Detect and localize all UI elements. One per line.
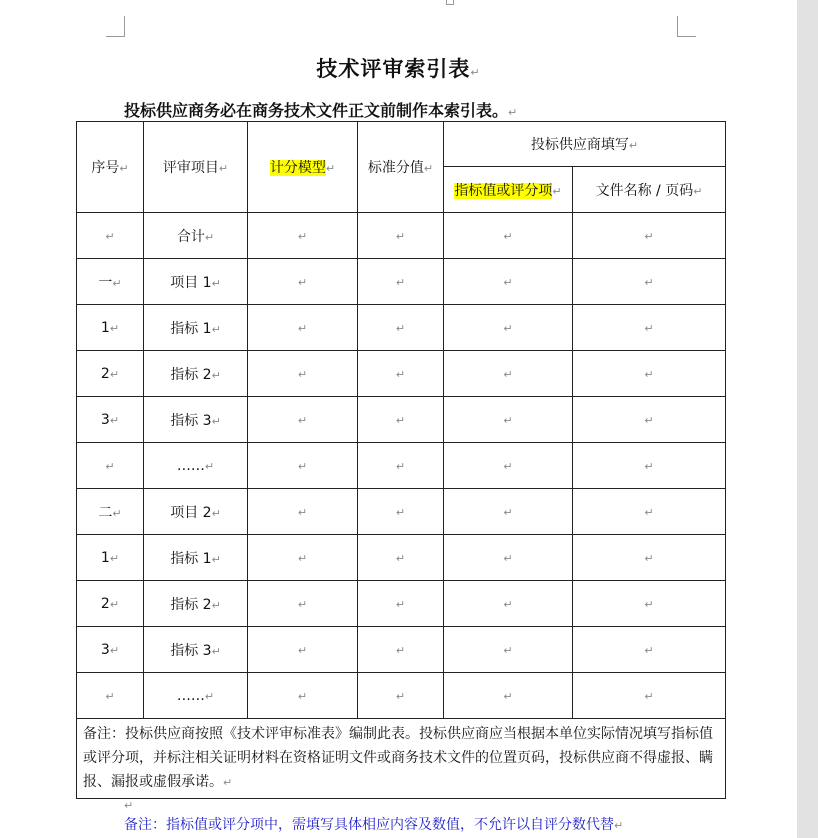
cell-item[interactable]: 指标 2↵ [144, 581, 248, 627]
cell-model[interactable]: ↵ [248, 305, 358, 351]
table-row [77, 535, 726, 581]
cell-seq[interactable]: 1↵ [77, 305, 144, 351]
cell-model[interactable]: ↵ [248, 213, 358, 259]
cell-model[interactable]: ↵ [248, 351, 358, 397]
cell-item[interactable]: 项目 1↵ [144, 259, 248, 305]
cell-indicator[interactable]: ↵ [444, 397, 573, 443]
cell-file-page[interactable]: ↵ [573, 535, 726, 581]
cell-file-page[interactable]: ↵ [573, 443, 726, 489]
cell-model[interactable]: ↵ [248, 673, 358, 719]
cell-file-page[interactable]: ↵ [573, 397, 726, 443]
cell-item[interactable]: 指标 1↵ [144, 535, 248, 581]
cell-seq[interactable]: 3↵ [77, 397, 144, 443]
cell-score[interactable]: ↵ [358, 627, 444, 673]
cell-file-page[interactable]: ↵ [573, 259, 726, 305]
cell-indicator[interactable]: ↵ [444, 443, 573, 489]
cell-seq[interactable]: ↵ [77, 443, 144, 489]
table-row [77, 673, 726, 719]
table-header-row [77, 122, 726, 167]
cell-indicator[interactable]: ↵ [444, 305, 573, 351]
cell-model[interactable]: ↵ [248, 443, 358, 489]
cell-model[interactable]: ↵ [248, 581, 358, 627]
cell-seq[interactable]: ↵ [77, 673, 144, 719]
document-title: 技术评审索引表↵ [316, 57, 481, 81]
table-row [77, 489, 726, 535]
cell-file-page[interactable]: ↵ [573, 351, 726, 397]
cell-indicator[interactable]: ↵ [444, 673, 573, 719]
table-row [77, 351, 726, 397]
cell-model[interactable]: ↵ [248, 489, 358, 535]
index-table [76, 121, 726, 799]
cell-file-page[interactable]: ↵ [573, 627, 726, 673]
cell-indicator[interactable]: ↵ [444, 627, 573, 673]
cell-file-page[interactable]: ↵ [573, 581, 726, 627]
table-row [77, 581, 726, 627]
cell-item[interactable]: ……↵ [144, 443, 248, 489]
header-indicator: 指标值或评分项↵ [444, 167, 573, 213]
cell-model[interactable]: ↵ [248, 627, 358, 673]
footnote: 备注：指标值或评分项中，需填写具体相应内容及数值，不允许以自评分数代替↵ [124, 817, 624, 833]
header-file-page: 文件名称 / 页码↵ [573, 167, 726, 213]
cell-seq[interactable]: 二↵ [77, 489, 144, 535]
cell-seq[interactable]: 2↵ [77, 351, 144, 397]
cell-score[interactable]: ↵ [358, 305, 444, 351]
cell-indicator[interactable]: ↵ [444, 581, 573, 627]
cell-file-page[interactable]: ↵ [573, 213, 726, 259]
page-top-handle[interactable] [446, 0, 454, 5]
cell-score[interactable]: ↵ [358, 213, 444, 259]
cell-file-page[interactable]: ↵ [573, 673, 726, 719]
table-note[interactable]: 备注：投标供应商按照《技术评审标准表》编制此表。投标供应商应当根据本单位实际情况填写指标值或评分项，并标注相关证明材料在资格证明文件或商务技术文件的位置页码，投标供应商不得虚报、瞒报、漏报或虚假承诺。↵ [77, 719, 726, 799]
cell-score[interactable]: ↵ [358, 673, 444, 719]
document-title-text: 技术评审索引表 [316, 57, 471, 81]
cell-seq[interactable]: 2↵ [77, 581, 144, 627]
table-row [77, 443, 726, 489]
table-row [77, 259, 726, 305]
table-row [77, 213, 726, 259]
cell-item[interactable]: 合计↵ [144, 213, 248, 259]
cell-item[interactable]: 指标 3↵ [144, 397, 248, 443]
cell-seq[interactable]: 1↵ [77, 535, 144, 581]
table-row [77, 627, 726, 673]
cell-model[interactable]: ↵ [248, 397, 358, 443]
cell-model[interactable]: ↵ [248, 259, 358, 305]
cell-item[interactable]: 指标 3↵ [144, 627, 248, 673]
cell-file-page[interactable]: ↵ [573, 489, 726, 535]
table-note-row [77, 719, 726, 799]
cell-score[interactable]: ↵ [358, 351, 444, 397]
table-row [77, 397, 726, 443]
cell-item[interactable]: 项目 2↵ [144, 489, 248, 535]
footnote-para-mark: ↵ [124, 799, 134, 812]
crop-mark-top-left [106, 16, 125, 37]
cell-score[interactable]: ↵ [358, 535, 444, 581]
header-seq: 序号↵ [77, 122, 144, 213]
cell-indicator[interactable]: ↵ [444, 213, 573, 259]
cell-seq[interactable]: 3↵ [77, 627, 144, 673]
cell-seq[interactable]: ↵ [77, 213, 144, 259]
header-score: 标准分值↵ [358, 122, 444, 213]
window-gutter [797, 0, 818, 838]
cell-model[interactable]: ↵ [248, 535, 358, 581]
cell-indicator[interactable]: ↵ [444, 489, 573, 535]
crop-mark-top-right [677, 16, 696, 37]
footnote-text: 备注：指标值或评分项中，需填写具体相应内容及数值，不允许以自评分数代替 [124, 817, 614, 833]
document-subtitle: 投标供应商务必在商务技术文件正文前制作本索引表。↵ [124, 101, 518, 120]
cell-indicator[interactable]: ↵ [444, 535, 573, 581]
header-item: 评审项目↵ [144, 122, 248, 213]
document-subtitle-text: 投标供应商务必在商务技术文件正文前制作本索引表。 [124, 101, 509, 120]
cell-score[interactable]: ↵ [358, 443, 444, 489]
cell-item[interactable]: ……↵ [144, 673, 248, 719]
cell-item[interactable]: 指标 2↵ [144, 351, 248, 397]
cell-indicator[interactable]: ↵ [444, 259, 573, 305]
cell-indicator[interactable]: ↵ [444, 351, 573, 397]
table-row [77, 305, 726, 351]
cell-seq[interactable]: 一↵ [77, 259, 144, 305]
cell-score[interactable]: ↵ [358, 489, 444, 535]
cell-item[interactable]: 指标 1↵ [144, 305, 248, 351]
cell-score[interactable]: ↵ [358, 581, 444, 627]
cell-score[interactable]: ↵ [358, 397, 444, 443]
header-bidder-group: 投标供应商填写↵ [444, 122, 726, 167]
cell-file-page[interactable]: ↵ [573, 305, 726, 351]
cell-score[interactable]: ↵ [358, 259, 444, 305]
header-model: 计分模型↵ [248, 122, 358, 213]
